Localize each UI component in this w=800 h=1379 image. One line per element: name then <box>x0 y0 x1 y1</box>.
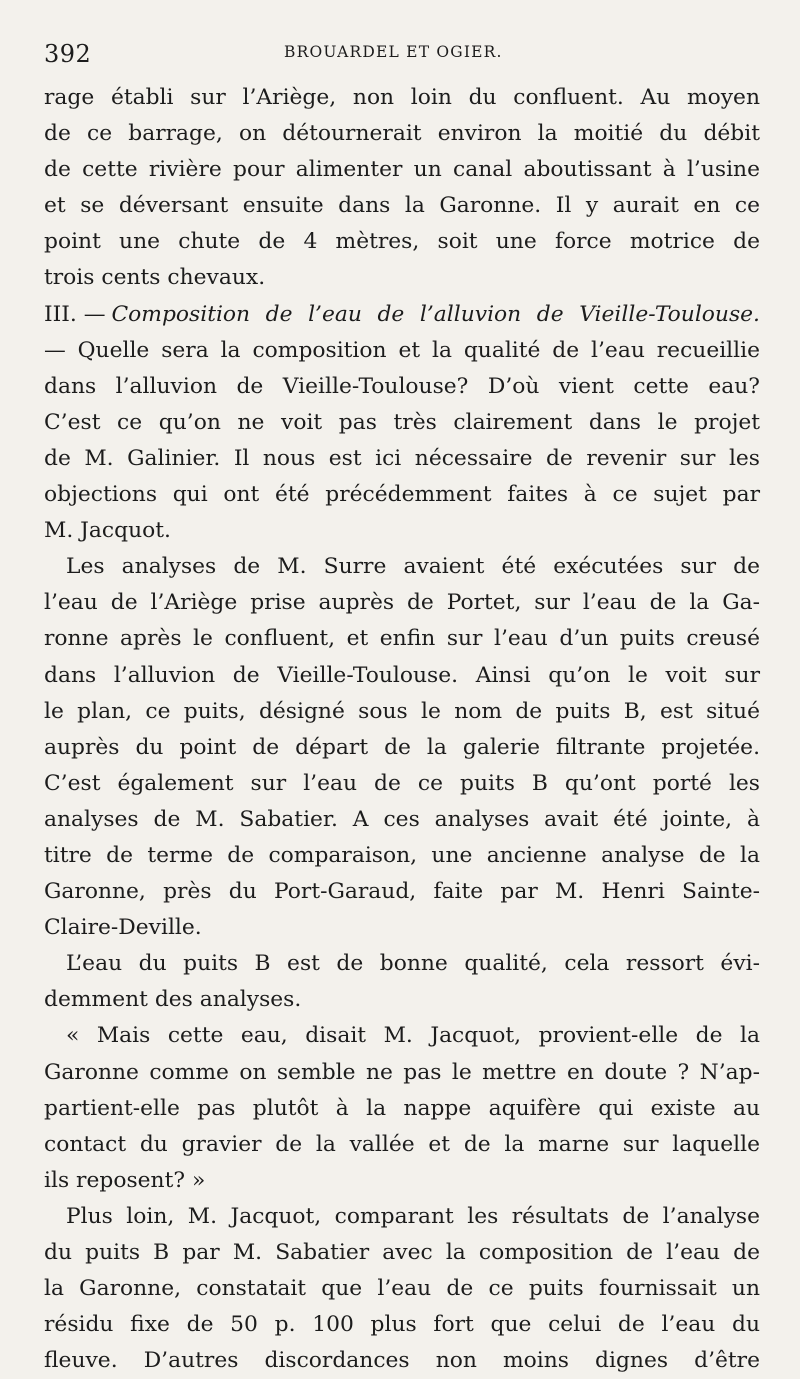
text-line: ronne après le confluent, et enfin sur l’eau d’un puits creusé <box>44 626 760 652</box>
text-line: du puits B par M. Sabatier avec la composition de l’eau de <box>44 1240 760 1265</box>
text-line: trois cents chevaux. <box>44 265 266 291</box>
text-line: dans l’alluvion de Vieille-Toulouse? D’où vient cette eau? <box>44 373 760 399</box>
text-line: Claire-Deville. <box>44 915 202 941</box>
text-line: auprès du point de départ de la galerie filtrante projetée. <box>44 734 760 760</box>
text-line: et se déversant ensuite dans la Garonne. Il y aurait en ce <box>44 193 760 219</box>
body-text <box>44 80 760 1379</box>
text-line: C’est ce qu’on ne voit pas très clairement dans le projet <box>44 409 760 435</box>
text-line: — Quelle sera la composition et la qualité de l’eau recueillie <box>44 337 760 363</box>
page-header <box>44 40 760 80</box>
text-line: C’est également sur l’eau de ce puits B qu’ont porté les <box>44 770 760 796</box>
text-line: Les analyses de M. Surre avaient été exécutées sur de <box>66 554 760 580</box>
running-title: BROUARDEL ET OGIER. <box>284 43 503 61</box>
text-line: « Mais cette eau, disait M. Jacquot, provient-elle de la <box>66 1023 760 1049</box>
section-heading <box>44 297 760 333</box>
text-line: ils reposent? » <box>44 1167 206 1193</box>
text-line: de cette rivière pour alimenter un canal aboutissant à l’usine <box>44 157 760 183</box>
text-line: de M. Galinier. Il nous est ici nécessaire de revenir sur les <box>44 445 760 471</box>
text-line: L’eau du puits B est de bonne qualité, cela ressort évi- <box>66 951 760 977</box>
page-number: 392 <box>44 40 92 68</box>
text-line: de ce barrage, on détournerait environ la moitié du débit <box>44 121 760 147</box>
text-line: l’eau de l’Ariège prise auprès de Portet, sur l’eau de la Ga- <box>44 590 760 616</box>
text-line: Garonne comme on semble ne pas le mettre en doute ? N’ap- <box>44 1059 760 1085</box>
text-line: dans l’alluvion de Vieille-Toulouse. Ainsi qu’on le voit sur <box>44 662 760 688</box>
text-line: la Garonne, constatait que l’eau de ce puits fournissait un <box>44 1276 760 1302</box>
text-line: contact du gravier de la vallée et de la marne sur laquelle <box>44 1131 760 1157</box>
text-line: Garonne, près du Port-Garaud, faite par M. Henri Sainte- <box>44 879 760 905</box>
section-number: III. — <box>44 301 106 327</box>
text-line: objections qui ont été précédemment faites à ce sujet par <box>44 482 760 508</box>
text-line: demment des analyses. <box>44 987 302 1013</box>
text-line: analyses de M. Sabatier. A ces analyses avait été jointe, à <box>44 806 760 832</box>
section-title: Composition de l’eau de l’alluvion de Vieille-Toulouse. <box>111 301 760 327</box>
text-line: partient-elle pas plutôt à la nappe aquifère qui existe au <box>44 1095 760 1121</box>
text-line: le plan, ce puits, désigné sous le nom de puits B, est situé <box>44 698 760 724</box>
text-line: résidu fixe de 50 p. 100 plus fort que celui de l’eau du <box>44 1312 760 1338</box>
text-line: M. Jacquot. <box>44 518 171 544</box>
text-line: titre de terme de comparaison, une ancienne analyse de la <box>44 842 760 868</box>
text-line: fleuve. D’autres discordances non moins dignes d’être <box>44 1348 760 1374</box>
text-line: point une chute de 4 mètres, soit une force motrice de <box>44 229 760 255</box>
text-line: Plus loin, M. Jacquot, comparant les résultats de l’analyse <box>66 1203 760 1229</box>
text-line: rage établi sur l’Ariège, non loin du confluent. Au moyen <box>44 85 760 110</box>
